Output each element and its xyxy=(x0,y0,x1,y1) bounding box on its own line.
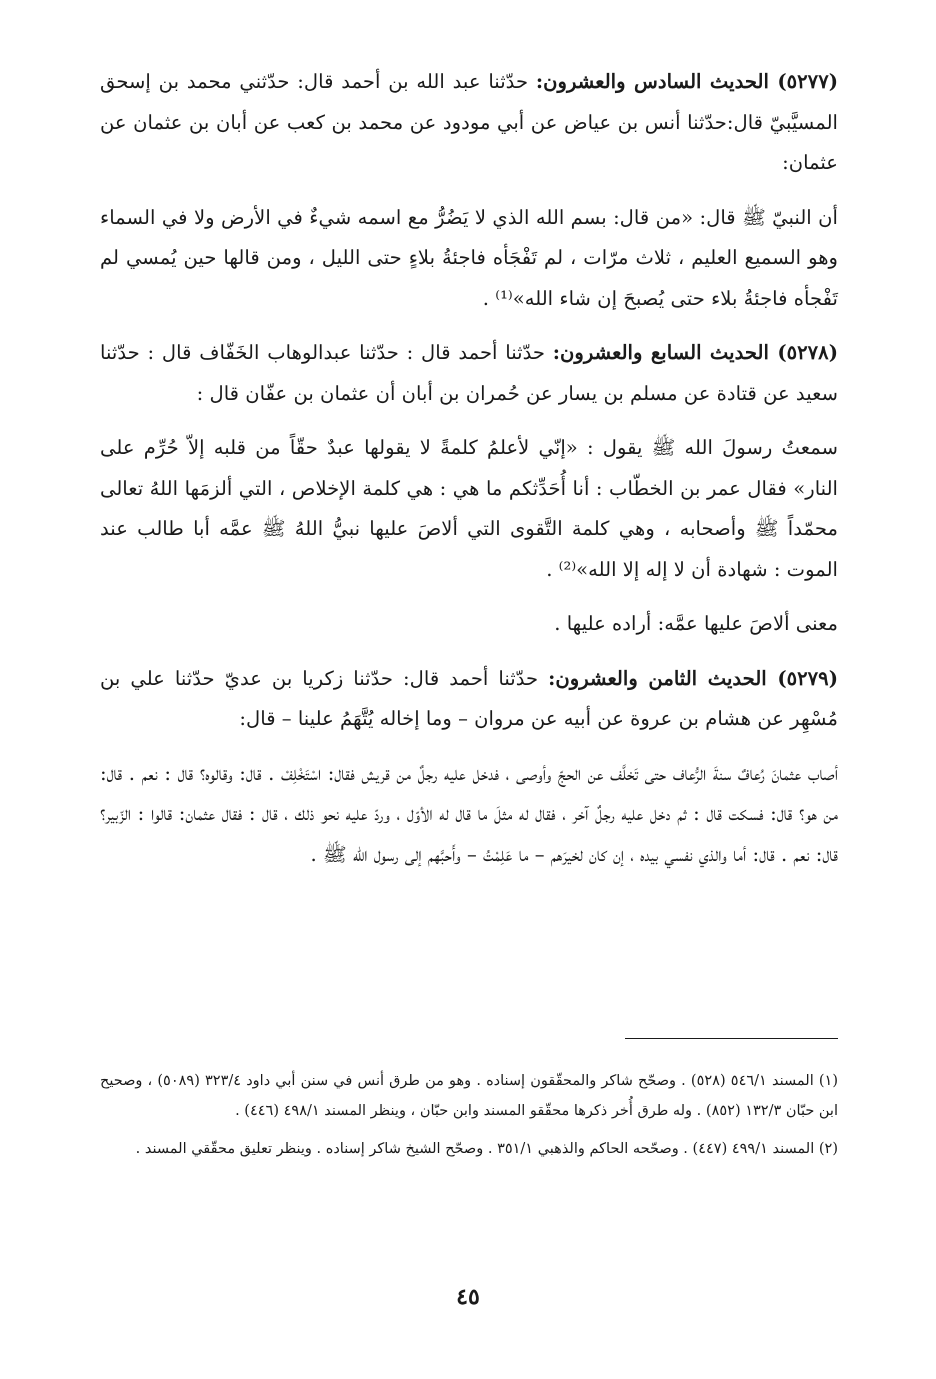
hadith-5279-isnad-text: حدّثنا أحمد قال: حدّثنا زكريا بن عديّ حدّثنا علي بن مُسْهِر عن هشام بن عروة عن أبيه عن مروان – وما إخاله يُتَّهَمُ علينا – قال: xyxy=(100,666,838,730)
page-body xyxy=(100,62,838,889)
footnotes xyxy=(100,1066,838,1172)
hadith-5278-isnad-text: حدّثنا أحمد قال : حدّثنا عبدالوهاب الخَفّاف قال : حدّثنا سعيد عن قتادة عن مسلم بن يسار عن حُمران بن أبان أن عثمان بن عفّان قال : xyxy=(100,341,838,405)
page-number: ٤٥ xyxy=(456,1284,480,1310)
hadith-5278-heading: (٥٢٧٨) الحديث السابع والعشرون: xyxy=(552,341,838,364)
hadith-5277-matn: أن النبيّ ﷺ قال: «من قال: بسم الله الذي لا يَضُرُّ مع اسمه شيءٌ في الأرض ولا في السماء وهو السميع العليم ، ثلاث مرّات ، لم تَفْجَأه فاجئةُ بلاءٍ حتى الليل ، ومن قالها حين يُمسي لم تَفْجأه فاجئةُ بلاء حتى يُصبحَ إن شاء الله»⁽¹⁾ . xyxy=(100,205,838,310)
footnote-2: (٢) المسند ٤٩٩/١ (٤٤٧) . وصحّحه الحاكم والذهبي ٣٥١/١ . وصحّح الشيخ شاكر إسناده . وينظر تعليق محقّقي المسند . xyxy=(135,1141,838,1157)
hadith-5279-heading: (٥٢٧٩) الحديث الثامن والعشرون: xyxy=(548,666,838,690)
hadith-5279-matn: أصاب عثمانَ رُعافٌ سنةَ الرُّعاف حتى تَخلَّف عن الحجّ وأوصى ، فدخل عليه رجلٌ من قريش فقال: اسْتَخْلِفْ . قال: وقالوه؟ قال : نعم . قال: من هو؟ قال: فسكت قال : ثم دخل عليه رجلٌ آخر ، فقال له مثلَ ما قال له الأوّل ، وردّ عليه نحو ذلك ، قال : فقال عثمان: قالوا : الزّبير؟ قال: نعم . قال: أما والذي نفسي بيده ، إن كان لخيرَهم – ما عَلِمْتُ – وأَحبَّهم إلى رسول الله ﷺ . xyxy=(100,761,838,866)
footnote-1: (١) المسند ٥٤٦/١ (٥٢٨) . وصحّح شاكر والمحقّقون إسناده . وهو من طرق أنس في سنن أبي داود ٣٢٣/٤ (٥٠٨٩) ، وصحيح ابن حبّان ١٣٢/٣ (٨٥٢) . وله طرق أُخر ذكرها محقّقو المسند وابن حبّان ، وينظر المسند ٤٩٨/١ (٤٤٦) . xyxy=(100,1073,838,1119)
hadith-5279-isnad xyxy=(100,659,838,740)
hadith-5277-isnad-text: حدّثنا عبد الله بن أحمد قال: حدّثني محمد بن إسحق المسيَّبيّ قال:حدّثنا أنس بن عياض عن أبي مودود عن محمد بن كعب عن أبان بن عثمان عن عثمان: xyxy=(100,70,838,174)
hadith-5278-isnad xyxy=(100,333,838,414)
hadith-5277-heading: (٥٢٧٧) الحديث السادس والعشرون: xyxy=(535,70,839,93)
footnote-separator xyxy=(625,1038,838,1039)
hadith-5278-matn: سمعتُ رسولَ الله ﷺ يقول : «إنّي لأعلمُ كلمةً لا يقولها عبدٌ حقّاً من قلبه إلاّ حُرِّم على النار» فقال عمر بن الخطّاب : أنا أُحَدِّثكم ما هي : هي كلمة الإخلاص ، التي ألزمَها اللهُ تعالى محمّداً ﷺ وأصحابه ، وهي كلمة التَّقوى التي ألاصَ عليها نبيُّ اللهُ ﷺ عمَّه أبا طالب عند الموت : شهادة أن لا إله إلا الله»⁽²⁾ . xyxy=(100,436,838,581)
hadith-5277-isnad xyxy=(100,62,838,184)
hadith-5278-note: معنى ألاصَ عليها عمَّه: أراده عليها . xyxy=(554,612,838,635)
